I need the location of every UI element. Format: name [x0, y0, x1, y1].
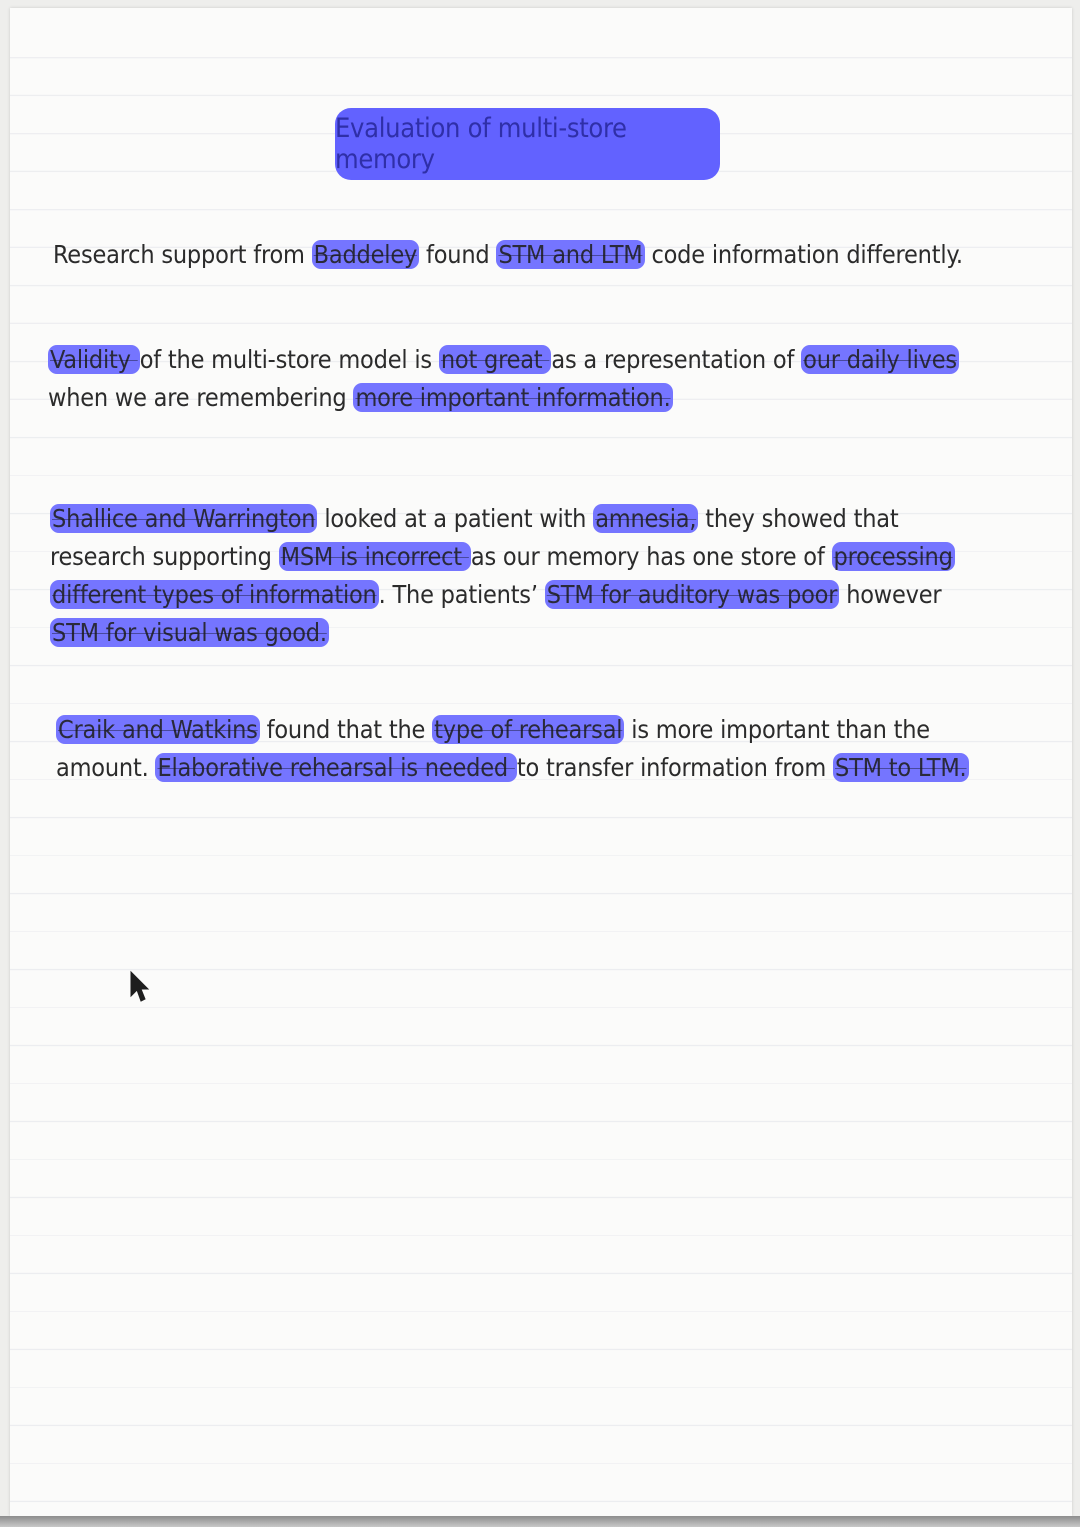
text-segment: as a representation of: [551, 345, 802, 374]
highlight-stm-to-ltm: STM to LTM.: [835, 753, 967, 782]
text-segment: of the multi-store model is: [139, 345, 439, 374]
paragraph-validity: [48, 341, 959, 417]
text-segment: found that the: [259, 715, 433, 744]
paragraph-baddeley: [53, 236, 963, 274]
highlight-baddeley: Baddeley: [313, 240, 418, 269]
highlight-not-great: not great: [440, 345, 550, 374]
text-segment: code information differently.: [644, 240, 963, 269]
paragraph-shallice: [50, 500, 955, 652]
text-segment: however: [839, 580, 942, 609]
highlight-processing: processing: [833, 542, 953, 571]
highlight-validity: Validity: [50, 345, 138, 374]
highlight-msm-incorrect: MSM is incorrect: [280, 542, 469, 571]
text-segment: Research support from: [53, 240, 312, 269]
highlight-different-types: different types of information: [52, 580, 377, 609]
page-title: Evaluation of multi-store memory: [335, 113, 627, 175]
text-segment: found: [419, 240, 497, 269]
text-segment: to transfer information from: [516, 753, 834, 782]
highlight-amnesia: amnesia,: [595, 504, 697, 533]
text-segment: amount.: [56, 753, 156, 782]
highlight-stm-ltm: STM and LTM: [498, 240, 643, 269]
highlight-auditory-poor: STM for auditory was poor: [546, 580, 838, 609]
highlight-important-info: more important information.: [355, 383, 671, 412]
text-segment: . The patients’: [378, 580, 545, 609]
highlight-visual-good: STM for visual was good.: [52, 618, 327, 647]
text-segment: they showed that: [698, 504, 899, 533]
notebook-page: [10, 8, 1072, 1516]
highlight-shallice-warrington: Shallice and Warrington: [52, 504, 316, 533]
highlight-elaborative: Elaborative rehearsal is needed: [157, 753, 515, 782]
page-bottom-edge: [0, 1516, 1080, 1527]
text-segment: is more important than the: [624, 715, 930, 744]
text-segment: as our memory has one store of: [470, 542, 832, 571]
paragraph-craik: [56, 711, 969, 787]
title-box: [335, 108, 720, 180]
text-segment: when we are remembering: [48, 383, 354, 412]
highlight-craik-watkins: Craik and Watkins: [58, 715, 258, 744]
highlight-daily-lives: our daily lives: [803, 345, 957, 374]
highlight-type-rehearsal: type of rehearsal: [434, 715, 623, 744]
mouse-pointer-icon: [128, 970, 150, 1004]
text-segment: research supporting: [50, 542, 279, 571]
text-segment: looked at a patient with: [317, 504, 594, 533]
